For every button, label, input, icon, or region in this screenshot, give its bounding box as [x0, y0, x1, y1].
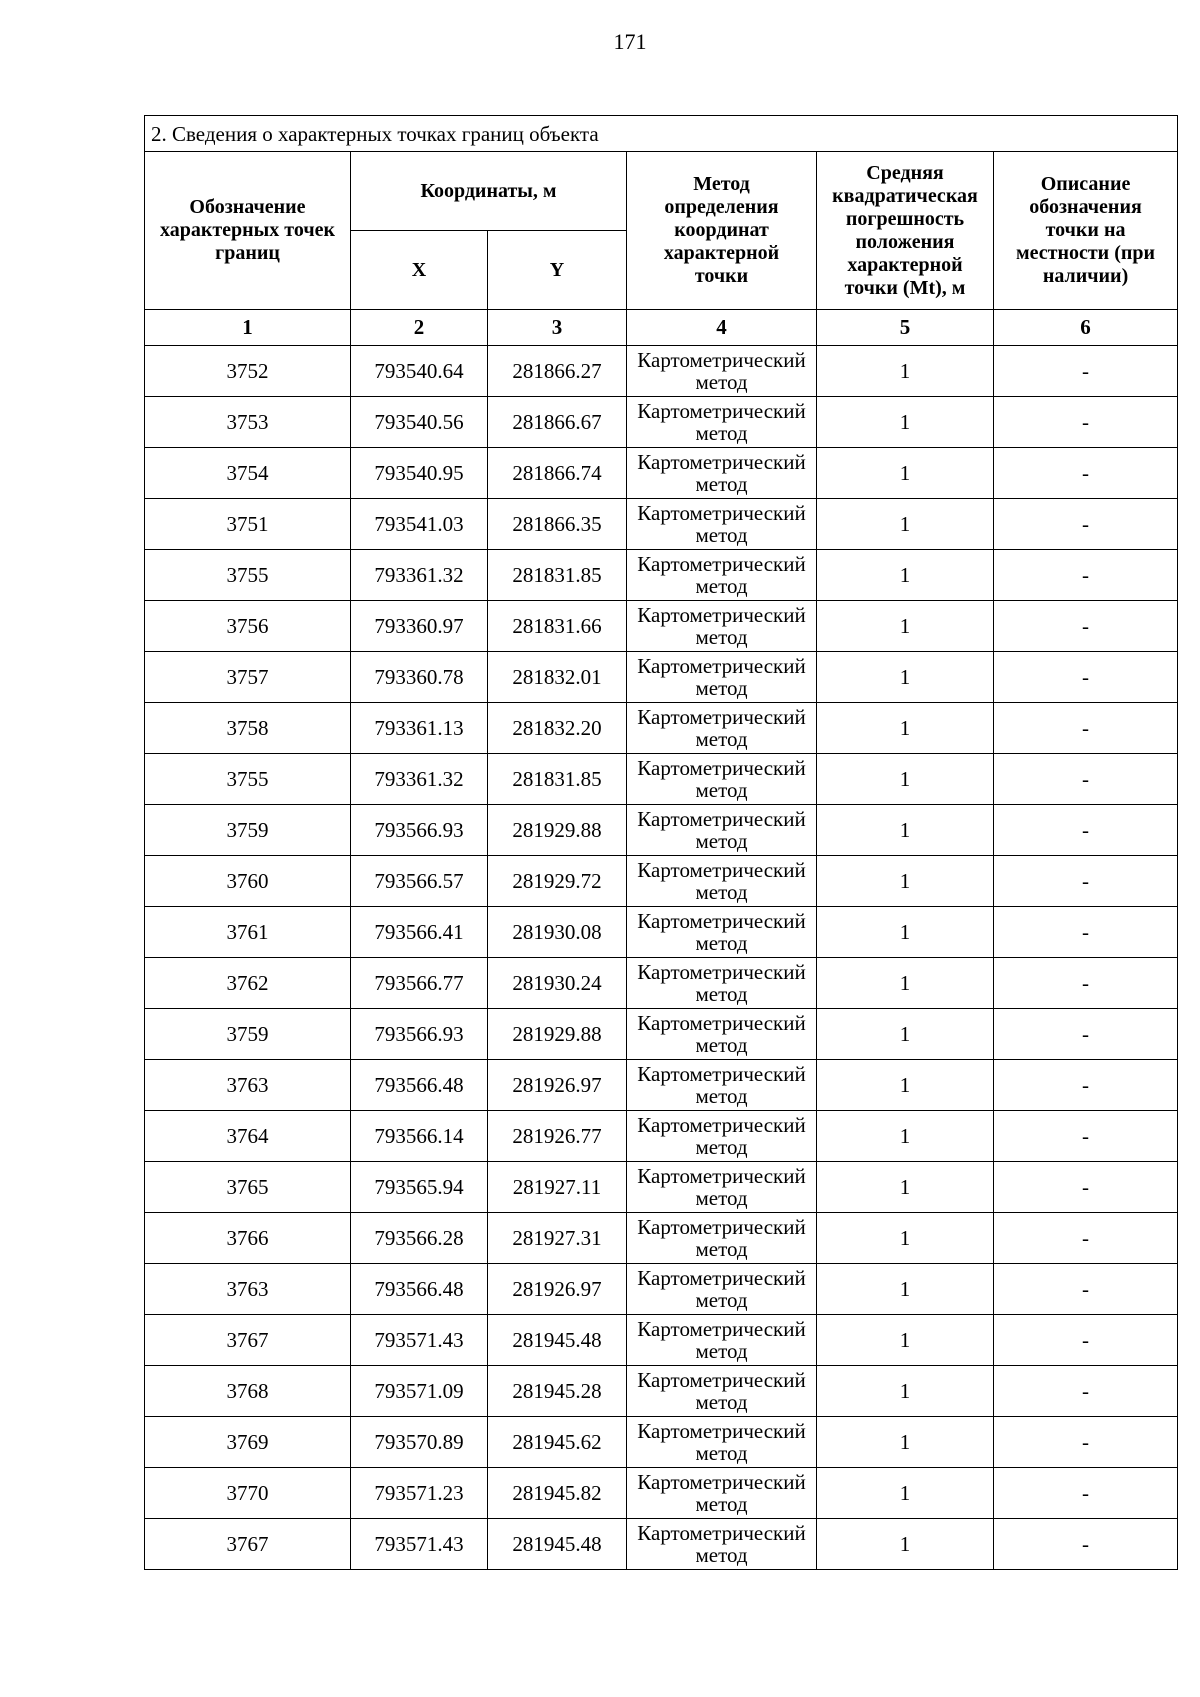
method-cell [627, 601, 817, 652]
y-cell: 281929.72 [488, 856, 627, 907]
error-cell: 1 [817, 1264, 994, 1315]
table-row [145, 1162, 1178, 1213]
y-cell: 281831.85 [488, 754, 627, 805]
error-cell: 1 [817, 1468, 994, 1519]
table-row [145, 652, 1178, 703]
table-row [145, 754, 1178, 805]
header-coordinates: Координаты, м [351, 152, 627, 231]
point-cell: 3755 [145, 754, 351, 805]
description-cell: - [994, 958, 1178, 1009]
description-cell: - [994, 1213, 1178, 1264]
x-cell: 793570.89 [351, 1417, 488, 1468]
description-cell: - [994, 1468, 1178, 1519]
column-number: 5 [817, 310, 994, 346]
method-line: метод [695, 727, 748, 751]
point-cell: 3768 [145, 1366, 351, 1417]
caption-row [145, 116, 1178, 152]
y-cell: 281866.27 [488, 346, 627, 397]
table-row [145, 448, 1178, 499]
table-row [145, 346, 1178, 397]
method-line: метод [695, 880, 748, 904]
method-cell [627, 499, 817, 550]
method-line: Картометрический [637, 399, 806, 423]
table-row [145, 1009, 1178, 1060]
header-x: X [351, 231, 488, 310]
x-cell: 793540.64 [351, 346, 488, 397]
y-cell: 281945.28 [488, 1366, 627, 1417]
column-number: 2 [351, 310, 488, 346]
column-numbers-row [145, 310, 1178, 346]
description-cell: - [994, 346, 1178, 397]
x-cell: 793565.94 [351, 1162, 488, 1213]
y-cell: 281866.35 [488, 499, 627, 550]
description-cell: - [994, 397, 1178, 448]
method-line: метод [695, 523, 748, 547]
method-line: Картометрический [637, 552, 806, 576]
x-cell: 793360.97 [351, 601, 488, 652]
description-cell: - [994, 703, 1178, 754]
table-row [145, 1213, 1178, 1264]
error-cell: 1 [817, 346, 994, 397]
y-cell: 281945.48 [488, 1315, 627, 1366]
method-line: метод [695, 1543, 748, 1567]
x-cell: 793566.77 [351, 958, 488, 1009]
error-cell: 1 [817, 1162, 994, 1213]
method-line: Картометрический [637, 1368, 806, 1392]
table-row [145, 1468, 1178, 1519]
method-line: метод [695, 931, 748, 955]
description-cell: - [994, 754, 1178, 805]
method-line: метод [695, 1339, 748, 1363]
table-row [145, 601, 1178, 652]
error-cell: 1 [817, 805, 994, 856]
point-cell: 3764 [145, 1111, 351, 1162]
method-line: Картометрический [637, 501, 806, 525]
method-line: Картометрический [637, 1317, 806, 1341]
table-row [145, 499, 1178, 550]
method-cell [627, 346, 817, 397]
method-line: Картометрический [637, 756, 806, 780]
x-cell: 793361.13 [351, 703, 488, 754]
x-cell: 793361.32 [351, 754, 488, 805]
y-cell: 281945.48 [488, 1519, 627, 1570]
method-cell [627, 652, 817, 703]
point-cell: 3755 [145, 550, 351, 601]
description-cell: - [994, 1264, 1178, 1315]
header-rms-error: Средняя квадратическая погрешность положения характерной точки (Mt), м [817, 152, 994, 310]
column-number: 6 [994, 310, 1178, 346]
point-cell: 3763 [145, 1264, 351, 1315]
method-cell [627, 550, 817, 601]
method-cell [627, 703, 817, 754]
method-line: метод [695, 574, 748, 598]
method-line: метод [695, 472, 748, 496]
error-cell: 1 [817, 958, 994, 1009]
method-line: Картометрический [637, 960, 806, 984]
error-cell: 1 [817, 499, 994, 550]
table-body [145, 116, 1178, 1570]
description-cell: - [994, 448, 1178, 499]
method-line: метод [695, 1135, 748, 1159]
table-row [145, 550, 1178, 601]
table-row [145, 1417, 1178, 1468]
column-number: 4 [627, 310, 817, 346]
description-cell: - [994, 1519, 1178, 1570]
x-cell: 793571.43 [351, 1519, 488, 1570]
point-cell: 3765 [145, 1162, 351, 1213]
method-line: метод [695, 625, 748, 649]
table-row [145, 1315, 1178, 1366]
description-cell: - [994, 805, 1178, 856]
error-cell: 1 [817, 754, 994, 805]
method-line: Картометрический [637, 1062, 806, 1086]
table-row [145, 1264, 1178, 1315]
description-cell: - [994, 1417, 1178, 1468]
error-cell: 1 [817, 448, 994, 499]
point-cell: 3759 [145, 1009, 351, 1060]
y-cell: 281930.08 [488, 907, 627, 958]
method-cell [627, 1468, 817, 1519]
description-cell: - [994, 550, 1178, 601]
method-line: метод [695, 1033, 748, 1057]
table-row [145, 1519, 1178, 1570]
error-cell: 1 [817, 1315, 994, 1366]
x-cell: 793360.78 [351, 652, 488, 703]
method-line: Картометрический [637, 1011, 806, 1035]
method-line: Картометрический [637, 705, 806, 729]
method-line: Картометрический [637, 909, 806, 933]
method-line: Картометрический [637, 1113, 806, 1137]
column-number: 1 [145, 310, 351, 346]
table-caption: 2. Сведения о характерных точках границ объекта [145, 116, 1178, 152]
method-cell [627, 907, 817, 958]
description-cell: - [994, 652, 1178, 703]
method-line: Картометрический [637, 654, 806, 678]
x-cell: 793540.56 [351, 397, 488, 448]
description-cell: - [994, 1060, 1178, 1111]
header-point-designation: Обозначение характерных точек границ [145, 152, 351, 310]
y-cell: 281832.20 [488, 703, 627, 754]
method-line: метод [695, 982, 748, 1006]
y-cell: 281926.77 [488, 1111, 627, 1162]
point-cell: 3757 [145, 652, 351, 703]
method-line: метод [695, 829, 748, 853]
error-cell: 1 [817, 907, 994, 958]
method-cell [627, 1213, 817, 1264]
point-cell: 3763 [145, 1060, 351, 1111]
error-cell: 1 [817, 1060, 994, 1111]
method-cell [627, 1315, 817, 1366]
x-cell: 793571.43 [351, 1315, 488, 1366]
method-cell [627, 397, 817, 448]
point-cell: 3754 [145, 448, 351, 499]
error-cell: 1 [817, 1417, 994, 1468]
method-cell [627, 958, 817, 1009]
point-cell: 3760 [145, 856, 351, 907]
method-cell [627, 448, 817, 499]
header-method: Метод определения координат характерной точки [627, 152, 817, 310]
method-cell [627, 805, 817, 856]
y-cell: 281929.88 [488, 1009, 627, 1060]
error-cell: 1 [817, 1213, 994, 1264]
point-cell: 3759 [145, 805, 351, 856]
method-cell [627, 1417, 817, 1468]
point-cell: 3767 [145, 1519, 351, 1570]
x-cell: 793361.32 [351, 550, 488, 601]
error-cell: 1 [817, 703, 994, 754]
y-cell: 281945.82 [488, 1468, 627, 1519]
point-cell: 3753 [145, 397, 351, 448]
y-cell: 281926.97 [488, 1060, 627, 1111]
description-cell: - [994, 1111, 1178, 1162]
point-cell: 3752 [145, 346, 351, 397]
y-cell: 281930.24 [488, 958, 627, 1009]
point-cell: 3751 [145, 499, 351, 550]
error-cell: 1 [817, 856, 994, 907]
description-cell: - [994, 499, 1178, 550]
description-cell: - [994, 601, 1178, 652]
x-cell: 793566.57 [351, 856, 488, 907]
y-cell: 281927.11 [488, 1162, 627, 1213]
x-cell: 793566.48 [351, 1264, 488, 1315]
error-cell: 1 [817, 1519, 994, 1570]
method-line: метод [695, 1390, 748, 1414]
method-line: Картометрический [637, 348, 806, 372]
error-cell: 1 [817, 397, 994, 448]
description-cell: - [994, 1366, 1178, 1417]
point-cell: 3767 [145, 1315, 351, 1366]
description-cell: - [994, 907, 1178, 958]
table-row [145, 1060, 1178, 1111]
table-row [145, 397, 1178, 448]
method-line: метод [695, 1441, 748, 1465]
description-cell: - [994, 1009, 1178, 1060]
y-cell: 281866.74 [488, 448, 627, 499]
y-cell: 281832.01 [488, 652, 627, 703]
x-cell: 793571.09 [351, 1366, 488, 1417]
method-line: Картометрический [637, 1419, 806, 1443]
table-row [145, 1366, 1178, 1417]
method-cell [627, 1162, 817, 1213]
table-row [145, 805, 1178, 856]
error-cell: 1 [817, 1009, 994, 1060]
y-cell: 281929.88 [488, 805, 627, 856]
method-line: Картометрический [637, 1521, 806, 1545]
table-row [145, 1111, 1178, 1162]
header-row [145, 152, 1178, 231]
point-cell: 3756 [145, 601, 351, 652]
method-line: метод [695, 778, 748, 802]
error-cell: 1 [817, 1111, 994, 1162]
method-cell [627, 856, 817, 907]
description-cell: - [994, 1162, 1178, 1213]
x-cell: 793541.03 [351, 499, 488, 550]
error-cell: 1 [817, 601, 994, 652]
page-number: 171 [613, 29, 647, 54]
method-cell [627, 1009, 817, 1060]
description-cell: - [994, 1315, 1178, 1366]
method-line: метод [695, 1084, 748, 1108]
y-cell: 281831.85 [488, 550, 627, 601]
x-cell: 793540.95 [351, 448, 488, 499]
header-description: Описание обозначения точки на местности (при наличии) [994, 152, 1178, 310]
x-cell: 793566.93 [351, 1009, 488, 1060]
method-line: метод [695, 370, 748, 394]
y-cell: 281945.62 [488, 1417, 627, 1468]
x-cell: 793566.93 [351, 805, 488, 856]
point-cell: 3758 [145, 703, 351, 754]
error-cell: 1 [817, 652, 994, 703]
method-line: Картометрический [637, 1266, 806, 1290]
point-cell: 3766 [145, 1213, 351, 1264]
description-cell: - [994, 856, 1178, 907]
method-cell [627, 754, 817, 805]
method-line: Картометрический [637, 807, 806, 831]
y-cell: 281927.31 [488, 1213, 627, 1264]
method-line: Картометрический [637, 450, 806, 474]
point-cell: 3769 [145, 1417, 351, 1468]
point-cell: 3762 [145, 958, 351, 1009]
error-cell: 1 [817, 1366, 994, 1417]
method-line: метод [695, 1288, 748, 1312]
table-row [145, 907, 1178, 958]
column-number: 3 [488, 310, 627, 346]
method-line: Картометрический [637, 603, 806, 627]
point-cell: 3770 [145, 1468, 351, 1519]
method-line: метод [695, 676, 748, 700]
header-y: Y [488, 231, 627, 310]
method-line: метод [695, 1186, 748, 1210]
x-cell: 793566.28 [351, 1213, 488, 1264]
error-cell: 1 [817, 550, 994, 601]
method-line: метод [695, 1492, 748, 1516]
method-cell [627, 1264, 817, 1315]
method-line: Картометрический [637, 1215, 806, 1239]
y-cell: 281926.97 [488, 1264, 627, 1315]
method-cell [627, 1366, 817, 1417]
point-cell: 3761 [145, 907, 351, 958]
y-cell: 281831.66 [488, 601, 627, 652]
x-cell: 793566.41 [351, 907, 488, 958]
table-row [145, 958, 1178, 1009]
method-cell [627, 1060, 817, 1111]
x-cell: 793571.23 [351, 1468, 488, 1519]
method-line: метод [695, 1237, 748, 1261]
x-cell: 793566.48 [351, 1060, 488, 1111]
method-line: метод [695, 421, 748, 445]
x-cell: 793566.14 [351, 1111, 488, 1162]
method-cell [627, 1519, 817, 1570]
method-line: Картометрический [637, 858, 806, 882]
table-row [145, 856, 1178, 907]
method-cell [627, 1111, 817, 1162]
table-row [145, 703, 1178, 754]
boundary-points-table [144, 115, 1178, 1570]
y-cell: 281866.67 [488, 397, 627, 448]
method-line: Картометрический [637, 1470, 806, 1494]
method-line: Картометрический [637, 1164, 806, 1188]
